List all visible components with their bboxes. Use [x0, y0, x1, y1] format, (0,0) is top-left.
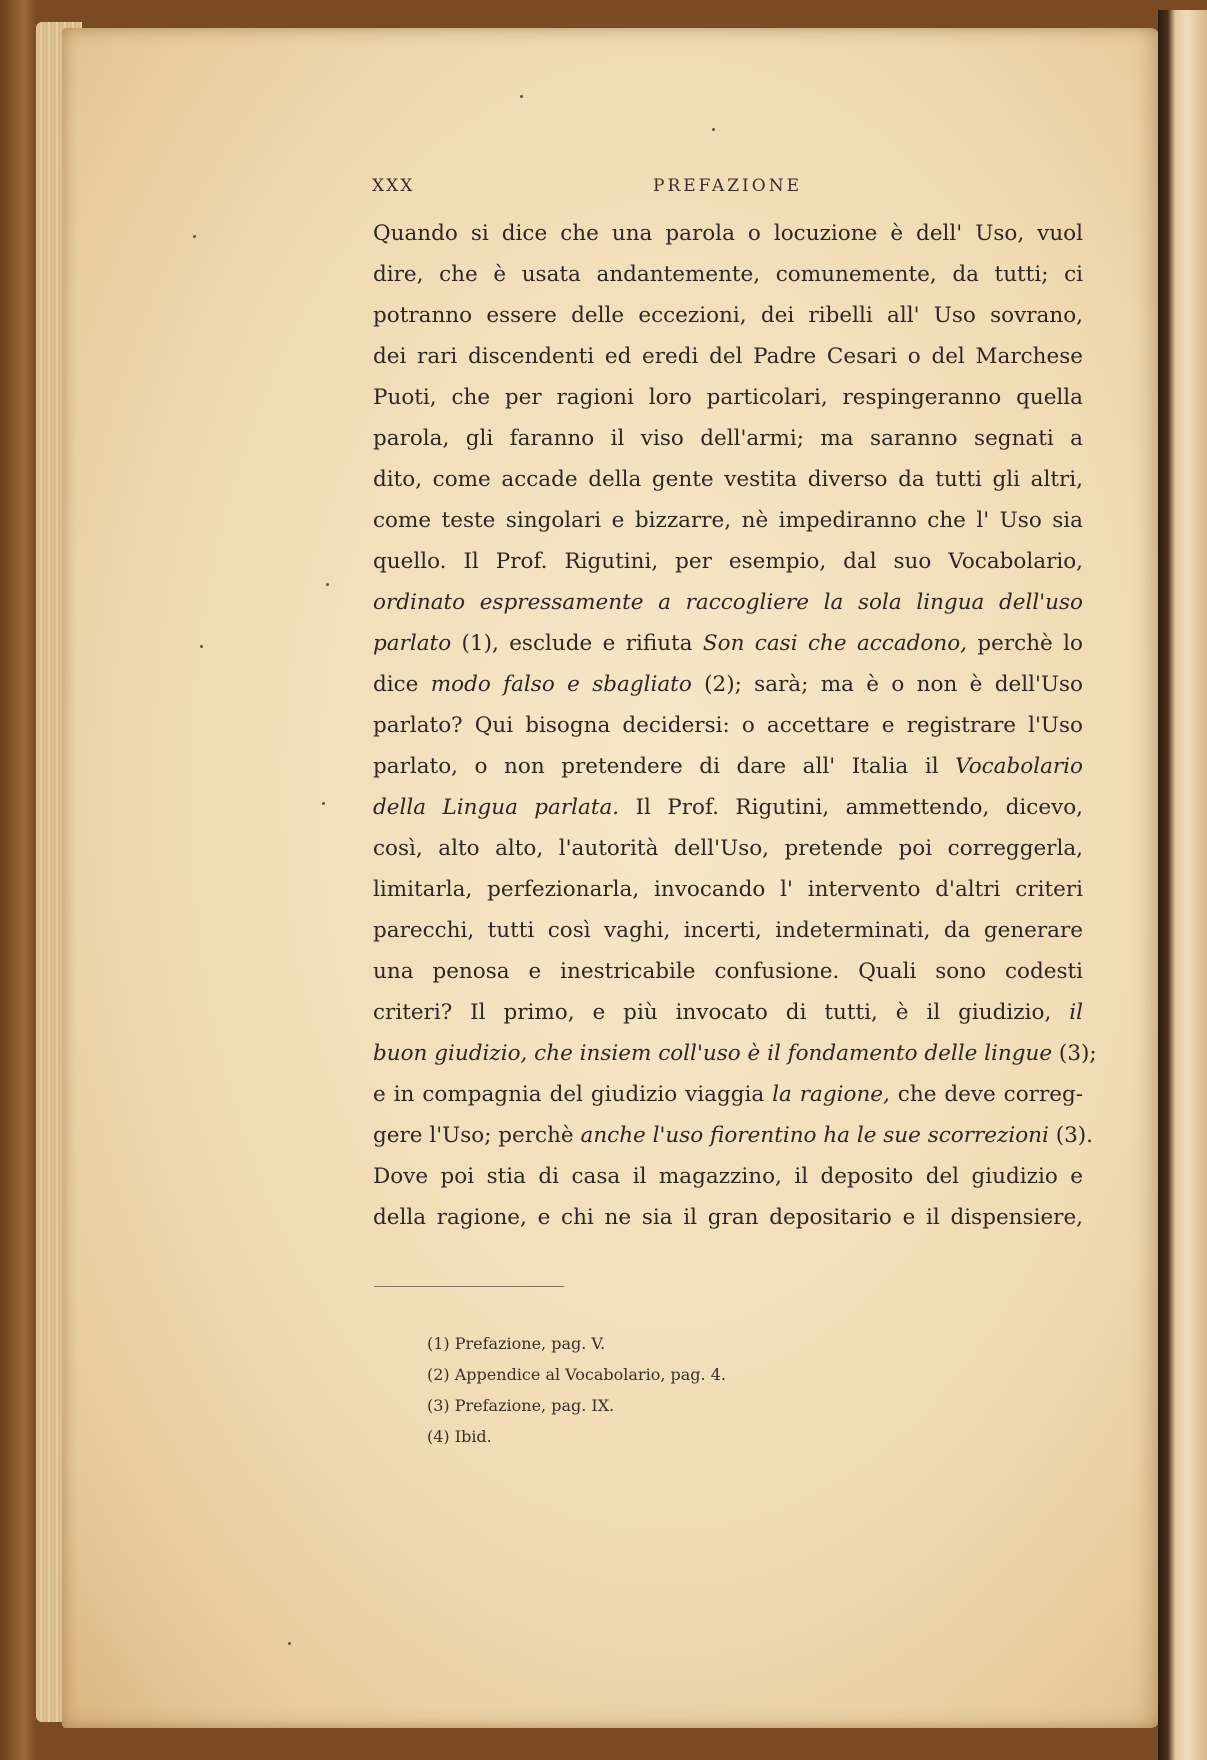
- italic-text: il: [1069, 1000, 1083, 1025]
- text-segment: Il Prof. Rigutini, ammettendo, dicevo,: [619, 795, 1084, 820]
- text-segment: e in compagnia del giudizio viaggia: [373, 1082, 773, 1107]
- text-segment: (2); sarà; ma è o non è dell'Uso: [691, 672, 1083, 697]
- footnote: (2) Appendice al Vocabolario, pag. 4.: [427, 1365, 726, 1384]
- italic-text: anche l'uso fiorentino ha le sue scorrezioni: [580, 1123, 1049, 1148]
- text-segment: gere l'Uso; perchè: [373, 1123, 581, 1148]
- text-segment: della ragione, e chi ne sia il gran depositario e il dispensiere,: [373, 1205, 1083, 1230]
- text-line: [373, 705, 1083, 746]
- italic-text: Son casi che accadono,: [702, 631, 967, 656]
- text-segment: Quando si dice che una parola o locuzione è dell' Uso, vuol: [373, 221, 1083, 246]
- text-line: [373, 910, 1083, 951]
- footnotes: [427, 1328, 927, 1452]
- text-line: [373, 869, 1083, 910]
- paper-speck: [326, 583, 329, 586]
- text-line: [373, 1074, 1083, 1115]
- text-segment: (3);: [1052, 1041, 1097, 1066]
- text-line: [373, 664, 1083, 705]
- text-line: [373, 623, 1083, 664]
- italic-text: parlato: [373, 631, 452, 656]
- text-segment: (1), esclude e rifiuta: [451, 631, 703, 656]
- text-line: [373, 828, 1083, 869]
- text-line: [373, 746, 1083, 787]
- footnote: (3) Prefazione, pag. IX.: [427, 1396, 615, 1415]
- text-segment: potranno essere delle eccezioni, dei ribelli all' Uso sovrano,: [373, 303, 1083, 328]
- text-segment: dei rari discendenti ed eredi del Padre Cesari o del Marchese: [373, 344, 1083, 369]
- paper-speck: [193, 235, 196, 238]
- text-line: [373, 541, 1083, 582]
- text-segment: dice: [373, 672, 431, 697]
- text-line: [373, 992, 1083, 1033]
- page-number: XXX: [372, 176, 415, 196]
- footnote: (1) Prefazione, pag. V.: [427, 1334, 606, 1353]
- text-line: [373, 1033, 1097, 1074]
- text-segment: perchè lo: [967, 631, 1083, 656]
- running-header: [372, 176, 1092, 200]
- text-line: [373, 336, 1083, 377]
- text-segment: che deve correg-: [889, 1082, 1083, 1107]
- footnote: (4) Ibid.: [427, 1427, 492, 1446]
- facing-page-edge: [1158, 10, 1207, 1760]
- text-segment: una penosa e inestricabile confusione. Quali sono codesti: [373, 959, 1083, 984]
- footnote-rule: [374, 1286, 564, 1287]
- text-line: [373, 377, 1083, 418]
- text-line: [373, 254, 1083, 295]
- text-segment: Puoti, che per ragioni loro particolari, respingeranno quella: [373, 385, 1083, 410]
- text-line: [373, 951, 1083, 992]
- text-line: [373, 418, 1083, 459]
- italic-text: buon giudizio, che insiem coll'uso è il fondamento delle lingue: [373, 1041, 1053, 1066]
- text-segment: dire, che è usata andantemente, comunemente, da tutti; ci: [373, 262, 1083, 287]
- paper-speck: [520, 95, 523, 98]
- text-segment: quello. Il Prof. Rigutini, per esempio, dal suo Vocabolario,: [373, 549, 1083, 574]
- text-line: [373, 787, 1083, 828]
- paper-speck: [200, 645, 203, 648]
- italic-text: modo falso e sbagliato: [430, 672, 692, 697]
- text-segment: dito, come accade della gente vestita diverso da tutti gli altri,: [373, 467, 1083, 492]
- paper-speck: [322, 802, 325, 805]
- text-segment: parecchi, tutti così vaghi, incerti, indeterminati, da generare: [373, 918, 1083, 943]
- italic-text: della Lingua parlata.: [373, 795, 620, 820]
- text-line: [373, 1115, 1093, 1156]
- text-line: [373, 1156, 1083, 1197]
- text-segment: così, alto alto, l'autorità dell'Uso, pretende poi correggerla,: [373, 836, 1083, 861]
- text-segment: limitarla, perfezionarla, invocando l' intervento d'altri criteri: [373, 877, 1083, 902]
- text-segment: criteri? Il primo, e più invocato di tutti, è il giudizio,: [373, 1000, 1070, 1025]
- paper-speck: [288, 1642, 291, 1645]
- text-segment: come teste singolari e bizzarre, nè impediranno che l' Uso sia: [373, 508, 1083, 533]
- paper-speck: [712, 128, 715, 131]
- text-segment: parlato, o non pretendere di dare all' Italia il: [373, 754, 956, 779]
- text-line: [373, 500, 1083, 541]
- italic-text: ordinato espressamente a raccogliere la sola lingua dell'uso: [373, 590, 1083, 615]
- text-line: [373, 459, 1083, 500]
- text-segment: parola, gli faranno il viso dell'armi; ma saranno segnati a: [373, 426, 1083, 451]
- text-segment: Dove poi stia di casa il magazzino, il deposito del giudizio e: [373, 1164, 1083, 1189]
- text-line: [373, 295, 1083, 336]
- text-segment: (3).: [1048, 1123, 1093, 1148]
- text-line: [373, 1197, 1083, 1238]
- body-text: [373, 213, 1097, 1238]
- text-segment: parlato? Qui bisogna decidersi: o accettare e registrare l'Uso: [373, 713, 1083, 738]
- text-line: [373, 582, 1083, 623]
- running-title: PREFAZIONE: [653, 176, 802, 196]
- text-line: [373, 213, 1083, 254]
- italic-text: la ragione,: [772, 1082, 890, 1107]
- italic-text: Vocabolario: [955, 754, 1083, 779]
